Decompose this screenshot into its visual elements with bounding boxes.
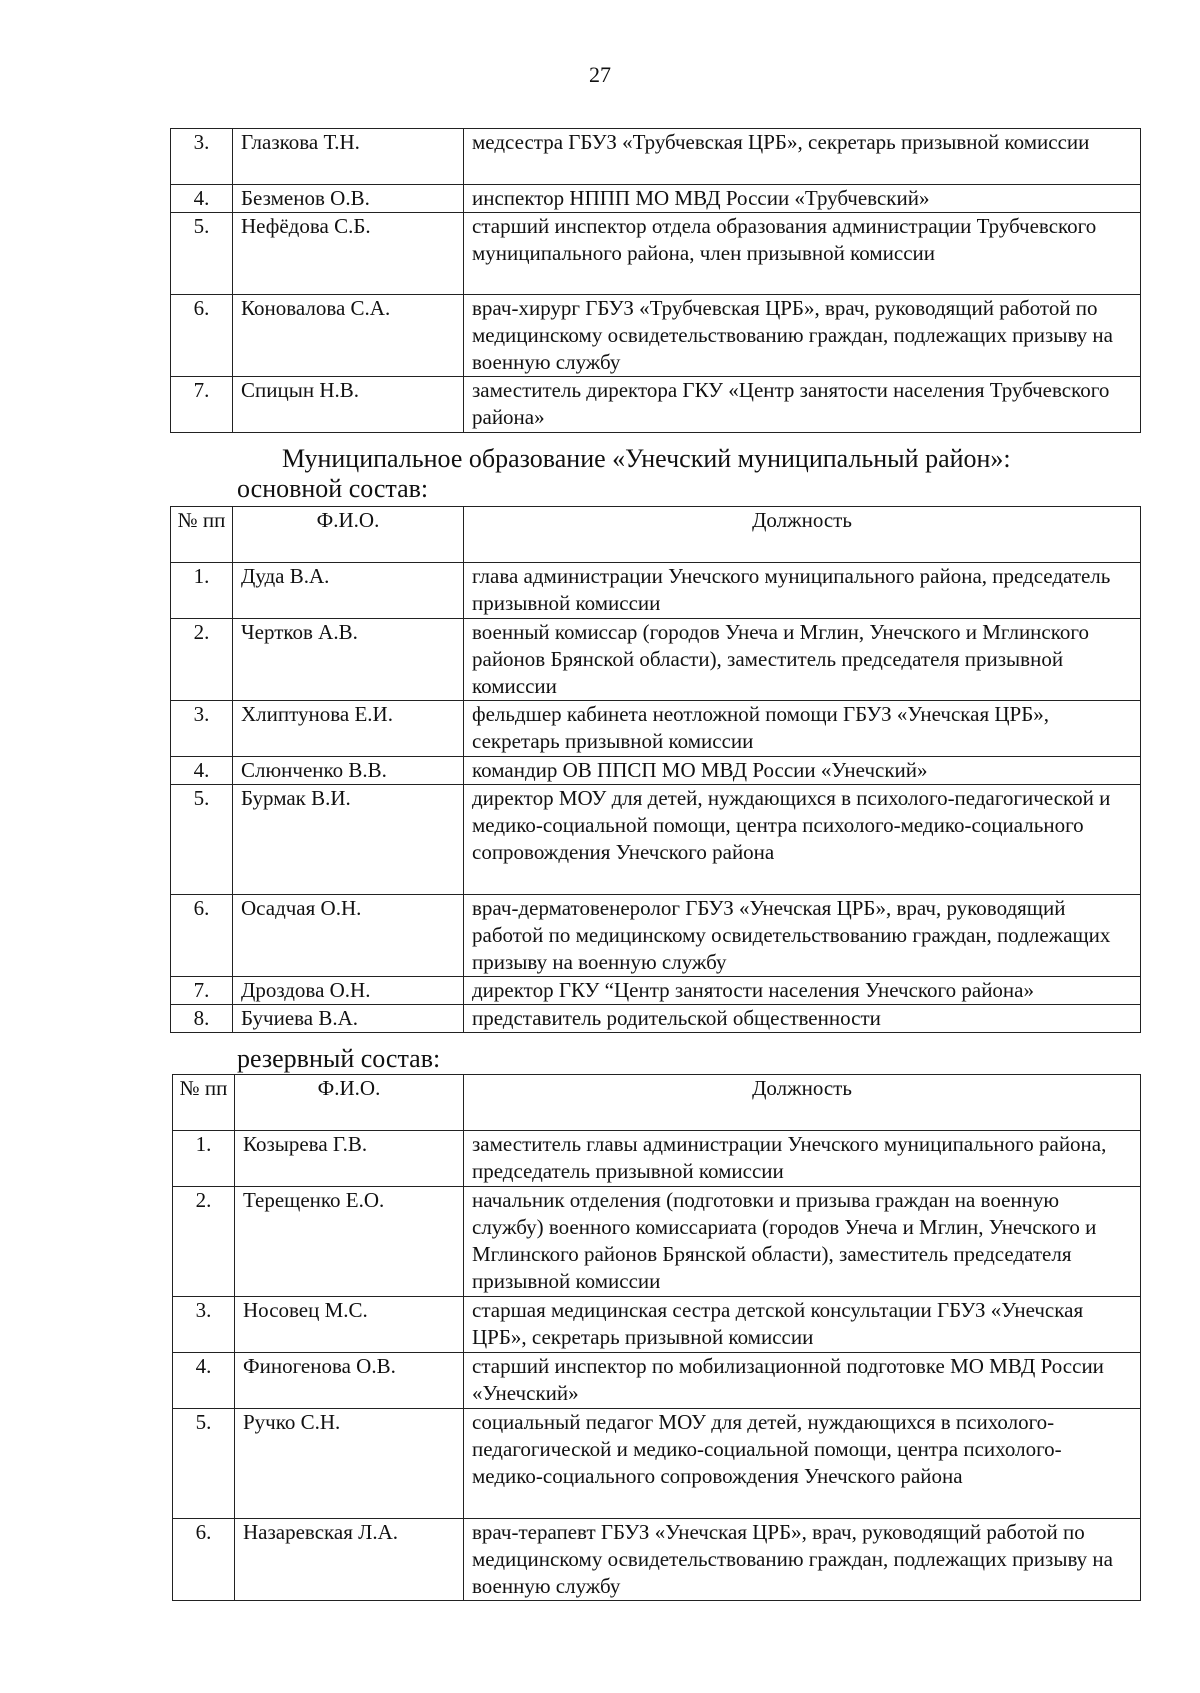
member-position: командир ОВ ППСП МО МВД России «Унечский» bbox=[464, 757, 1141, 785]
member-name: Бурмак В.И. bbox=[233, 785, 464, 895]
member-position: представитель родительской общественности bbox=[464, 1005, 1141, 1033]
member-position: врач-дерматовенеролог ГБУЗ «Унечская ЦРБ», врач, руководящий работой по медицинскому освидетельствованию граждан, подлежащих призыву на военную службу bbox=[464, 895, 1141, 977]
table-row bbox=[173, 1131, 1141, 1187]
commission-table-main bbox=[170, 506, 1141, 1033]
member-position: старший инспектор отдела образования администрации Трубчевского муниципального района, член призывной комиссии bbox=[464, 213, 1141, 295]
member-position: директор МОУ для детей, нуждающихся в психолого-педагогической и медико-социальной помощи, центра психолого-медико-социального сопровождения Унечского района bbox=[464, 785, 1141, 895]
column-header-position: Должность bbox=[464, 1075, 1141, 1131]
row-number: 2. bbox=[171, 619, 233, 701]
member-name: Коновалова С.А. bbox=[233, 295, 464, 377]
table-header-row bbox=[173, 1075, 1141, 1131]
table-row bbox=[171, 977, 1141, 1005]
table-row bbox=[171, 129, 1141, 185]
member-position: инспектор НППП МО МВД России «Трубчевский» bbox=[464, 185, 1141, 213]
table-row bbox=[171, 785, 1141, 895]
member-name: Осадчая О.Н. bbox=[233, 895, 464, 977]
main-composition-label: основной состав: bbox=[237, 474, 429, 503]
member-name: Дроздова О.Н. bbox=[233, 977, 464, 1005]
member-name: Ручко С.Н. bbox=[235, 1409, 464, 1519]
page-number: 27 bbox=[589, 62, 611, 87]
row-number: 6. bbox=[173, 1519, 235, 1601]
member-name: Дуда В.А. bbox=[233, 563, 464, 619]
commission-table-reserve bbox=[172, 1074, 1141, 1601]
member-name: Нефёдова С.Б. bbox=[233, 213, 464, 295]
member-position: социальный педагог МОУ для детей, нуждающихся в психолого-педагогической и медико-социальной помощи, центра психолого-медико-социального сопровождения Унечского района bbox=[464, 1409, 1141, 1519]
member-name: Козырева Г.В. bbox=[235, 1131, 464, 1187]
member-name: Финогенова О.В. bbox=[235, 1353, 464, 1409]
table-header-row bbox=[171, 507, 1141, 563]
column-header-number: № пп bbox=[173, 1075, 235, 1131]
member-name: Бучиева В.А. bbox=[233, 1005, 464, 1033]
table-row bbox=[171, 213, 1141, 295]
row-number: 8. bbox=[171, 1005, 233, 1033]
table-row bbox=[173, 1353, 1141, 1409]
member-name: Спицын Н.В. bbox=[233, 377, 464, 433]
table-row bbox=[173, 1409, 1141, 1519]
table-row bbox=[173, 1297, 1141, 1353]
column-header-name: Ф.И.О. bbox=[235, 1075, 464, 1131]
commission-table-trubchevsk bbox=[170, 128, 1141, 433]
table-row bbox=[171, 185, 1141, 213]
row-number: 1. bbox=[171, 563, 233, 619]
member-name: Безменов О.В. bbox=[233, 185, 464, 213]
row-number: 3. bbox=[171, 701, 233, 757]
table-row bbox=[171, 563, 1141, 619]
member-position: начальник отделения (подготовки и призыва граждан на военную службу) военного комиссариата (городов Унеча и Мглин, Унечского и Мглинского районов Брянской области), заместитель председателя призывной комиссии bbox=[464, 1187, 1141, 1297]
row-number: 5. bbox=[171, 785, 233, 895]
member-name: Носовец М.С. bbox=[235, 1297, 464, 1353]
row-number: 2. bbox=[173, 1187, 235, 1297]
member-position: медсестра ГБУЗ «Трубчевская ЦРБ», секретарь призывной комиссии bbox=[464, 129, 1141, 185]
column-header-position: Должность bbox=[464, 507, 1141, 563]
row-number: 6. bbox=[171, 295, 233, 377]
row-number: 4. bbox=[171, 185, 233, 213]
table-row bbox=[173, 1519, 1141, 1601]
row-number: 5. bbox=[173, 1409, 235, 1519]
table-row bbox=[171, 377, 1141, 433]
member-name: Хлиптунова Е.И. bbox=[233, 701, 464, 757]
table-row bbox=[171, 757, 1141, 785]
member-position: заместитель главы администрации Унечского муниципального района, председатель призывной комиссии bbox=[464, 1131, 1141, 1187]
column-header-number: № пп bbox=[171, 507, 233, 563]
row-number: 1. bbox=[173, 1131, 235, 1187]
member-position: глава администрации Унечского муниципального района, председатель призывной комиссии bbox=[464, 563, 1141, 619]
column-header-name: Ф.И.О. bbox=[233, 507, 464, 563]
row-number: 4. bbox=[171, 757, 233, 785]
member-position: врач-терапевт ГБУЗ «Унечская ЦРБ», врач, руководящий работой по медицинскому освидетельствованию граждан, подлежащих призыву на военную службу bbox=[464, 1519, 1141, 1601]
member-position: старший инспектор по мобилизационной подготовке МО МВД России «Унечский» bbox=[464, 1353, 1141, 1409]
member-position: военный комиссар (городов Унеча и Мглин, Унечского и Мглинского районов Брянской области), заместитель председателя призывной комиссии bbox=[464, 619, 1141, 701]
reserve-composition-label: резервный состав: bbox=[237, 1044, 441, 1073]
row-number: 3. bbox=[171, 129, 233, 185]
row-number: 4. bbox=[173, 1353, 235, 1409]
section-heading: Муниципальное образование «Унечский муниципальный район»: bbox=[282, 444, 1011, 473]
member-position: врач-хирург ГБУЗ «Трубчевская ЦРБ», врач, руководящий работой по медицинскому освидетельствованию граждан, подлежащих призыву на военную службу bbox=[464, 295, 1141, 377]
member-position: заместитель директора ГКУ «Центр занятости населения Трубчевского района» bbox=[464, 377, 1141, 433]
member-name: Терещенко Е.О. bbox=[235, 1187, 464, 1297]
table-row bbox=[171, 895, 1141, 977]
member-name: Слюнченко В.В. bbox=[233, 757, 464, 785]
member-name: Чертков А.В. bbox=[233, 619, 464, 701]
table-row bbox=[171, 295, 1141, 377]
row-number: 5. bbox=[171, 213, 233, 295]
row-number: 7. bbox=[171, 377, 233, 433]
table-row bbox=[171, 1005, 1141, 1033]
row-number: 6. bbox=[171, 895, 233, 977]
table-row bbox=[171, 619, 1141, 701]
member-position: директор ГКУ “Центр занятости населения Унечского района» bbox=[464, 977, 1141, 1005]
table-row bbox=[171, 701, 1141, 757]
member-position: фельдшер кабинета неотложной помощи ГБУЗ «Унечская ЦРБ», секретарь призывной комиссии bbox=[464, 701, 1141, 757]
member-name: Глазкова Т.Н. bbox=[233, 129, 464, 185]
member-name: Назаревская Л.А. bbox=[235, 1519, 464, 1601]
row-number: 7. bbox=[171, 977, 233, 1005]
member-position: старшая медицинская сестра детской консультации ГБУЗ «Унечская ЦРБ», секретарь призывной комиссии bbox=[464, 1297, 1141, 1353]
row-number: 3. bbox=[173, 1297, 235, 1353]
table-row bbox=[173, 1187, 1141, 1297]
